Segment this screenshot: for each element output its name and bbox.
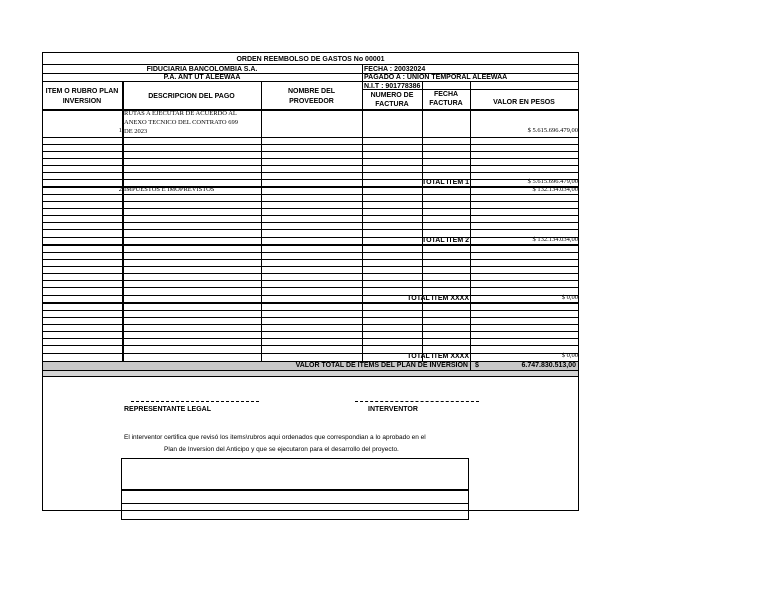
item1-total-value: $ 5.615.696.479,00 (527, 178, 578, 185)
signature-box-line-1 (121, 489, 469, 491)
row-line (42, 137, 579, 138)
row-line (42, 229, 579, 230)
row-line (42, 331, 579, 332)
row-line (42, 201, 579, 202)
col-descripcion: DESCRIPCION DEL PAGO (148, 93, 235, 100)
signature-interventor: INTERVENTOR (368, 406, 418, 413)
item2-total-value: $ 132.134.034,00 (532, 236, 578, 243)
item2-value: $ 132.134.034,00 (532, 186, 578, 193)
item1-number: 1 (118, 127, 122, 134)
col-proveedor-line1: NOMBRE DEL (287, 88, 336, 95)
row-line (42, 194, 579, 195)
payee: PAGADO A : UNION TEMPORAL ALEEWAA (364, 74, 508, 81)
nit: N.I.T : 901778386 (364, 83, 421, 90)
certification-line2: Plan de Inversion del Anticipo y que se ejecutaron para el desarrollo del proyecto. (164, 446, 399, 453)
item3-total-label: TOTAL ITEM XXXX (407, 295, 469, 302)
row-line (42, 172, 579, 173)
row-line (42, 324, 579, 325)
column-divider (470, 81, 471, 361)
grand-total-label: VALOR TOTAL DE ITEMS DEL PLAN DE INVERSION (295, 362, 468, 369)
item4-total-label: TOTAL ITEM XXXX (407, 353, 469, 360)
row-line (42, 280, 579, 281)
signature-legal-representative: REPRESENTANTE LEGAL (124, 406, 211, 413)
row-line (42, 345, 579, 346)
row-line (42, 158, 579, 159)
row-line (42, 151, 579, 152)
row-line (42, 317, 579, 318)
row-line (42, 252, 579, 253)
row-line (42, 266, 579, 267)
row-line (42, 165, 579, 166)
grand-total-divider (470, 361, 471, 370)
col-fecha-line1: FECHA (433, 91, 459, 98)
row-line (42, 338, 579, 339)
border-left (42, 52, 43, 510)
item1-total-label: TOTAL ITEM 1 (421, 179, 469, 186)
row-line (42, 144, 579, 145)
item2-desc: IMPUESTOS E IMOPREVISTOS (124, 186, 215, 193)
item2-number: 2 (118, 186, 122, 193)
item1-desc-line3: DE 2023 (124, 128, 148, 135)
item-section-line (42, 244, 579, 246)
row-line (42, 208, 579, 209)
row-line (42, 259, 579, 260)
col-numero-line1: NUMERO DE (370, 92, 414, 99)
grand-total-underband (43, 371, 578, 377)
col-item-line1: ITEM O RUBRO PLAN (45, 88, 119, 95)
pa-name: P.A. ANT UT ALEEWAA (163, 74, 241, 81)
row-line (42, 310, 579, 311)
item1-value: $ 5.615.696.479,00 (527, 127, 578, 134)
col-proveedor-line2: PROVEEDOR (289, 98, 334, 105)
row-line (42, 287, 579, 288)
col-numero-line2: FACTURA (375, 101, 409, 108)
item4-total-value: $ 0,00 (561, 352, 578, 359)
grand-total-currency: $ (475, 362, 479, 369)
signature-line-interventor (355, 401, 479, 402)
item-section-line (42, 302, 579, 304)
col-item-line2: INVERSION (62, 98, 102, 105)
signature-line-legal (131, 401, 259, 402)
order-date: FECHA : 20032024 (364, 66, 426, 73)
item3-total-value: $ 0,00 (561, 294, 578, 301)
row-line (42, 273, 579, 274)
column-divider (422, 81, 423, 361)
form-title: ORDEN REEMBOLSO DE GASTOS No 00001 (236, 56, 385, 63)
certification-line1: El interventor certifica que revisó los items\rubros aqui ordenados que correspondian a lo aprobado en el (124, 434, 426, 441)
company-name: FIDUCIARIA BANCOLOMBIA S.A. (146, 66, 258, 73)
signature-box-line-2 (121, 503, 469, 504)
item2-total-label: TOTAL ITEM 2 (421, 237, 469, 244)
row-line (42, 222, 579, 223)
border-top (42, 52, 579, 53)
item1-desc-line2: ANEXO TECNICO DEL CONTRATO 699 (124, 119, 238, 126)
header-line-1 (42, 64, 579, 65)
column-divider (261, 81, 262, 361)
border-right (578, 52, 579, 510)
item1-desc-line1: RUTAS A EJECUTAR DE ACUERDO AL (124, 110, 237, 117)
column-divider (362, 81, 363, 361)
col-valor: VALOR EN PESOS (493, 99, 555, 106)
col-fecha-line2: FACTURA (429, 100, 463, 107)
grand-total-value: 6.747.830.513,00 (521, 362, 576, 369)
row-line (42, 215, 579, 216)
